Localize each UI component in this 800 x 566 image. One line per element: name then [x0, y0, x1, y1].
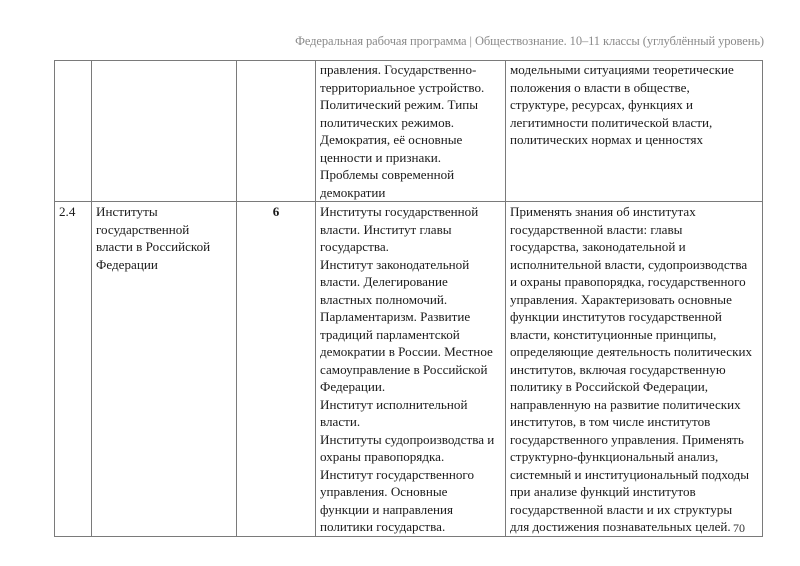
content-line: политики государства. — [320, 519, 446, 534]
activities-line: государственной власти и их структуры — [510, 501, 733, 517]
activities-line: структуре, ресурсах, функциях и — [510, 97, 694, 112]
content-line: Институты судопроизводства и — [320, 431, 495, 447]
content-line: Институт законодательной — [320, 256, 470, 272]
content-line: правления. Государственно- — [320, 62, 477, 77]
activities-line: государственной власти: главы — [510, 221, 683, 237]
topic-cell — [92, 202, 237, 537]
content-cell — [316, 61, 506, 202]
content-line: функции и направления — [320, 501, 454, 517]
activities-line: функции институтов государственной — [510, 309, 722, 324]
activities-line: исполнительной власти, судопроизводства — [510, 256, 748, 272]
activities-line: легитимности политической власти, — [510, 114, 713, 130]
content-line: демократии в России. Местное — [320, 344, 493, 359]
row-number-cell: 2.4 — [55, 202, 92, 537]
activities-line: государственного управления. Применять — [510, 431, 744, 447]
row-number-cell — [55, 61, 92, 202]
content-line: Институт исполнительной — [320, 396, 468, 412]
table-row — [55, 61, 763, 202]
hours-cell: 6 — [237, 202, 316, 537]
program-table — [54, 60, 763, 537]
activities-line: структурно-функциональный анализ, — [510, 449, 719, 464]
content-line: Институт государственного — [320, 466, 474, 482]
content-line: Проблемы современной — [320, 167, 455, 182]
activities-line: для достижения познавательных целей. — [510, 519, 731, 534]
page-number: 70 — [733, 521, 745, 535]
activities-line: государства, законодательной и — [510, 239, 686, 254]
topic-line: Федерации — [96, 256, 158, 272]
activities-line: положения о власти в обществе, — [510, 79, 690, 95]
activities-cell — [506, 202, 763, 537]
activities-line: определяющие деятельность политических — [510, 344, 753, 359]
content-line: политических режимов. — [320, 114, 455, 130]
content-line: Парламентаризм. Развитие — [320, 309, 471, 324]
topic-line: власти в Российской — [96, 239, 211, 254]
content-line: управления. Основные — [320, 484, 448, 499]
activities-line: институтов, включая государственную — [510, 361, 726, 377]
content-line: власти. Институт главы — [320, 221, 452, 237]
topic-line: Институты — [96, 204, 158, 219]
activities-cell — [506, 61, 763, 202]
content-line: охраны правопорядка. — [320, 449, 445, 464]
activities-line: системный и институциональный подходы — [510, 466, 750, 482]
table-row — [55, 202, 763, 537]
activities-line: управления. Характеризовать основные — [510, 291, 732, 307]
activities-line: направленную на развитие политических — [510, 396, 741, 412]
activities-line: институтов, в том числе институтов — [510, 414, 711, 429]
topic-line: государственной — [96, 221, 190, 237]
page-header: Федеральная рабочая программа | Обществознание. 10–11 классы (углублённый уровень) — [295, 34, 764, 48]
activities-line: власти, конституционные принципы, — [510, 326, 717, 342]
content-line: властных полномочий. — [320, 291, 448, 307]
content-line: территориальное устройство. — [320, 79, 485, 95]
activities-line: модельными ситуациями теоретические — [510, 62, 734, 77]
activities-line: и охраны правопорядка, государственного — [510, 274, 746, 289]
content-line: Политический режим. Типы — [320, 97, 479, 112]
content-line: Институты государственной — [320, 204, 479, 219]
content-line: традиций парламентской — [320, 326, 460, 342]
content-line: власти. Делегирование — [320, 274, 448, 289]
content-line: ценности и признаки. — [320, 149, 441, 165]
content-line: Демократия, её основные — [320, 132, 463, 147]
content-line: власти. — [320, 414, 361, 429]
content-line: Федерации. — [320, 379, 386, 394]
content-line: самоуправление в Российской — [320, 361, 488, 377]
hours-cell — [237, 61, 316, 202]
activities-line: политических нормах и ценностях — [510, 132, 704, 147]
activities-line: политику в Российской Федерации, — [510, 379, 709, 394]
content-line: демократии — [320, 184, 386, 200]
content-cell — [316, 202, 506, 537]
activities-line: при анализе функций институтов — [510, 484, 696, 499]
content-line: государства. — [320, 239, 389, 254]
topic-cell — [92, 61, 237, 202]
activities-line: Применять знания об институтах — [510, 204, 696, 219]
